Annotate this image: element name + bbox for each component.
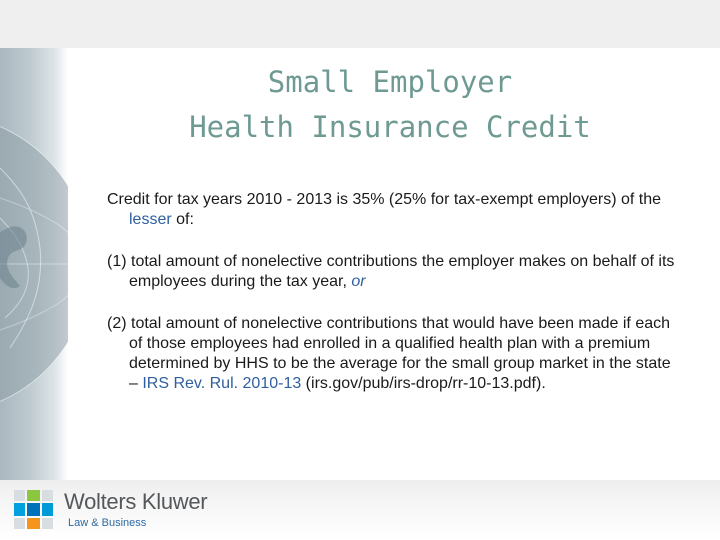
- intro-text-end: of:: [171, 211, 194, 228]
- header-band: [0, 0, 720, 48]
- intro-paragraph: [107, 190, 682, 230]
- logo-brand-text: Wolters Kluwer: [64, 489, 208, 514]
- item-2-text: (2) total amount of nonelective contributions that would have been made if each of those employees had enrolled in a qualified health plan with a premium determined by HHS to be the average for the small group market in the state –: [107, 315, 671, 392]
- slide-title: [60, 60, 720, 150]
- or-highlight: or: [351, 273, 366, 290]
- slide-body: [107, 190, 682, 416]
- item-1-paragraph: [107, 252, 682, 292]
- logo-mark-icon: [12, 488, 56, 532]
- logo-subtitle: Law & Business: [68, 517, 147, 529]
- wolters-kluwer-logo: [12, 488, 232, 534]
- lesser-highlight: lesser: [129, 211, 172, 228]
- item-1-text: (1) total amount of nonelective contributions the employer makes on behalf of its employees during the tax year,: [107, 253, 675, 290]
- globe-image: [0, 48, 68, 480]
- intro-text: Credit for tax years 2010 - 2013 is 35% (25% for tax-exempt employers) of the: [107, 191, 662, 208]
- item-2-paragraph: [107, 314, 682, 394]
- irs-ruling-highlight: IRS Rev. Rul. 2010-13: [142, 375, 302, 392]
- globe-graphic: [0, 48, 68, 480]
- item-2-text-end: (irs.gov/pub/irs-drop/rr-10-13.pdf).: [301, 375, 546, 392]
- title-line-1: Small Employer: [267, 65, 513, 99]
- title-line-2: Health Insurance Credit: [189, 110, 591, 144]
